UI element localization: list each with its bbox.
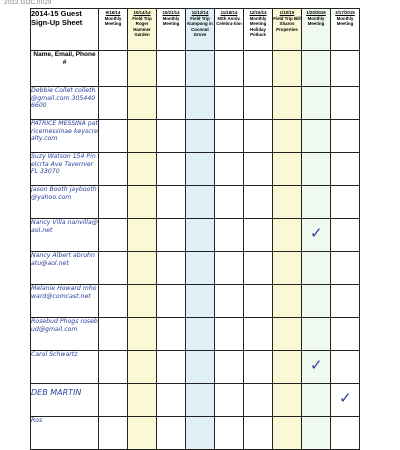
attendance-cell — [128, 252, 157, 285]
archive-stamp: 2022.GOC.0029 — [4, 0, 52, 6]
attendance-cell — [273, 417, 302, 450]
attendance-cell — [331, 351, 360, 384]
attendance-cell — [99, 417, 128, 450]
attendance-cell — [99, 87, 128, 120]
event-date: 10/14/14 — [133, 10, 151, 15]
guest-row — [31, 120, 360, 153]
attendance-cell — [302, 219, 331, 252]
event-date: 11/12/14 — [191, 10, 209, 15]
attendance-cell — [128, 219, 157, 252]
guest-row — [31, 87, 360, 120]
event-header — [215, 9, 244, 51]
event-date: 1/20/2015 — [306, 10, 326, 15]
guest-entry: Nancy Villa nanvilla@aol.net — [31, 219, 99, 252]
attendance-cell — [128, 285, 157, 318]
event-header — [302, 9, 331, 51]
guest-entry: PATRICE MESSINA patricemessinae keyscrealty.com — [31, 120, 99, 153]
attendance-cell — [302, 384, 331, 417]
name-header-row — [31, 51, 360, 87]
attendance-cell — [186, 120, 215, 153]
attendance-cell — [273, 384, 302, 417]
attendance-cell — [331, 285, 360, 318]
guest-entry: Suzy Watson 154 Pinelcrta Ave Tavernier FL 33070 — [31, 153, 99, 186]
attendance-cell — [157, 417, 186, 450]
guest-entry: DEB MARTIN — [31, 384, 99, 417]
attendance-cell — [128, 153, 157, 186]
event-header — [157, 9, 186, 51]
attendance-cell — [215, 87, 244, 120]
attendance-cell — [99, 153, 128, 186]
attendance-cell — [302, 153, 331, 186]
sheet-title: 2014-15 Guest Sign-Up Sheet — [31, 9, 99, 51]
guest-entry: Nancy Albert abrohnatu@aol.net — [31, 252, 99, 285]
guest-row — [31, 384, 360, 417]
event-header — [273, 9, 302, 51]
attendance-cell — [157, 153, 186, 186]
attendance-cell — [128, 351, 157, 384]
check-mark: ✓ — [310, 224, 323, 242]
attendance-cell — [302, 87, 331, 120]
attendance-cell — [186, 51, 215, 87]
attendance-cell — [186, 351, 215, 384]
attendance-cell — [302, 285, 331, 318]
event-header — [244, 9, 273, 51]
attendance-cell — [157, 51, 186, 87]
event-header — [99, 9, 128, 51]
attendance-cell — [157, 120, 186, 153]
attendance-cell — [215, 417, 244, 450]
header-row — [31, 9, 360, 51]
attendance-cell — [186, 153, 215, 186]
guest-row — [31, 351, 360, 384]
attendance-cell — [215, 120, 244, 153]
attendance-cell — [331, 384, 360, 417]
guest-entry: Melanie Howard mhoward@comcast.net — [31, 285, 99, 318]
attendance-cell — [157, 285, 186, 318]
attendance-cell — [273, 87, 302, 120]
event-header — [186, 9, 215, 51]
attendance-cell — [186, 252, 215, 285]
attendance-cell — [273, 252, 302, 285]
attendance-cell — [99, 120, 128, 153]
event-date: 1/10/15 — [279, 10, 295, 15]
guest-row — [31, 186, 360, 219]
guest-row — [31, 285, 360, 318]
attendance-cell — [128, 186, 157, 219]
attendance-cell — [99, 285, 128, 318]
event-title: 50th Anniv. Celebra-tion — [216, 15, 242, 27]
guest-entry: Rosebud Phogs rosebud@gmail.com — [31, 318, 99, 351]
event-title: Monthly Meeting — [307, 15, 325, 27]
attendance-cell — [99, 186, 128, 219]
event-title: Monthly Meeting Holiday Potluck — [249, 15, 267, 38]
name-column-header: Name, Email, Phone # — [31, 51, 99, 87]
attendance-cell — [215, 252, 244, 285]
attendance-cell — [128, 87, 157, 120]
attendance-cell — [128, 384, 157, 417]
attendance-cell — [186, 87, 215, 120]
attendance-cell — [302, 51, 331, 87]
attendance-cell — [157, 318, 186, 351]
check-mark: ✓ — [310, 356, 323, 374]
attendance-cell — [186, 285, 215, 318]
attendance-cell — [302, 417, 331, 450]
event-title: Monthly Meeting — [336, 15, 354, 27]
guest-row — [31, 417, 360, 450]
attendance-cell — [215, 186, 244, 219]
attendance-cell — [244, 153, 273, 186]
event-title: Field Trip Roger Hammer Garden — [132, 15, 152, 38]
attendance-cell — [215, 153, 244, 186]
attendance-cell — [215, 219, 244, 252]
event-title: Monthly Meeting — [104, 15, 122, 27]
attendance-cell — [99, 351, 128, 384]
attendance-cell — [244, 51, 273, 87]
guest-sign-up-table — [30, 8, 360, 450]
attendance-cell — [331, 153, 360, 186]
attendance-cell — [302, 186, 331, 219]
event-date: 2/17/2015 — [335, 10, 355, 15]
attendance-cell — [302, 252, 331, 285]
attendance-cell — [215, 384, 244, 417]
attendance-cell — [215, 51, 244, 87]
attendance-cell — [273, 351, 302, 384]
attendance-cell — [99, 51, 128, 87]
attendance-cell — [215, 318, 244, 351]
attendance-cell — [331, 186, 360, 219]
attendance-cell — [331, 87, 360, 120]
attendance-cell — [157, 219, 186, 252]
event-date: 12/16/14 — [249, 10, 267, 15]
attendance-cell — [302, 120, 331, 153]
attendance-cell — [186, 219, 215, 252]
attendance-cell — [244, 417, 273, 450]
attendance-cell — [273, 186, 302, 219]
attendance-cell — [302, 351, 331, 384]
attendance-cell — [99, 384, 128, 417]
attendance-cell — [186, 318, 215, 351]
attendance-cell — [244, 285, 273, 318]
guest-entry: Jason Booth jaybooth@yahoo.com — [31, 186, 99, 219]
attendance-cell — [186, 384, 215, 417]
attendance-cell — [215, 285, 244, 318]
guest-row — [31, 252, 360, 285]
event-header — [331, 9, 360, 51]
attendance-cell — [273, 153, 302, 186]
guest-entry: Ros — [31, 417, 99, 450]
guest-row — [31, 219, 360, 252]
event-title: Field Trip Kumpong in Coconut Grove — [187, 15, 213, 38]
guest-row — [31, 153, 360, 186]
attendance-cell — [244, 252, 273, 285]
attendance-cell — [215, 351, 244, 384]
attendance-cell — [244, 186, 273, 219]
attendance-cell — [99, 252, 128, 285]
attendance-cell — [99, 318, 128, 351]
guest-entry: Debbie Collet colleth@gmail.com 3054406600 — [31, 87, 99, 120]
attendance-cell — [186, 417, 215, 450]
event-header — [128, 9, 157, 51]
attendance-cell — [157, 351, 186, 384]
attendance-cell — [273, 219, 302, 252]
check-mark: ✓ — [339, 389, 352, 407]
attendance-cell — [244, 384, 273, 417]
attendance-cell — [157, 252, 186, 285]
attendance-cell — [244, 318, 273, 351]
attendance-cell — [157, 186, 186, 219]
attendance-cell — [244, 87, 273, 120]
attendance-cell — [128, 318, 157, 351]
guest-row — [31, 318, 360, 351]
attendance-cell — [157, 384, 186, 417]
attendance-cell — [244, 351, 273, 384]
attendance-cell — [273, 120, 302, 153]
attendance-cell — [186, 186, 215, 219]
attendance-cell — [244, 219, 273, 252]
attendance-cell — [331, 318, 360, 351]
attendance-cell — [331, 417, 360, 450]
event-title: Monthly Meeting — [162, 15, 180, 27]
attendance-cell — [244, 120, 273, 153]
attendance-cell — [273, 318, 302, 351]
attendance-cell — [331, 51, 360, 87]
attendance-cell — [157, 87, 186, 120]
event-date: 9/16/14 — [105, 10, 121, 15]
event-title: Field Trip Bill Sharos Properties — [273, 15, 301, 32]
attendance-cell — [302, 318, 331, 351]
attendance-cell — [128, 51, 157, 87]
attendance-cell — [273, 285, 302, 318]
guest-entry: Carol Schwartz — [31, 351, 99, 384]
event-date: 11/18/14 — [220, 10, 238, 15]
attendance-cell — [99, 219, 128, 252]
attendance-cell — [331, 219, 360, 252]
attendance-cell — [331, 252, 360, 285]
event-date: 10/21/14 — [162, 10, 180, 15]
attendance-cell — [273, 51, 302, 87]
attendance-cell — [128, 417, 157, 450]
attendance-cell — [331, 120, 360, 153]
attendance-cell — [128, 120, 157, 153]
